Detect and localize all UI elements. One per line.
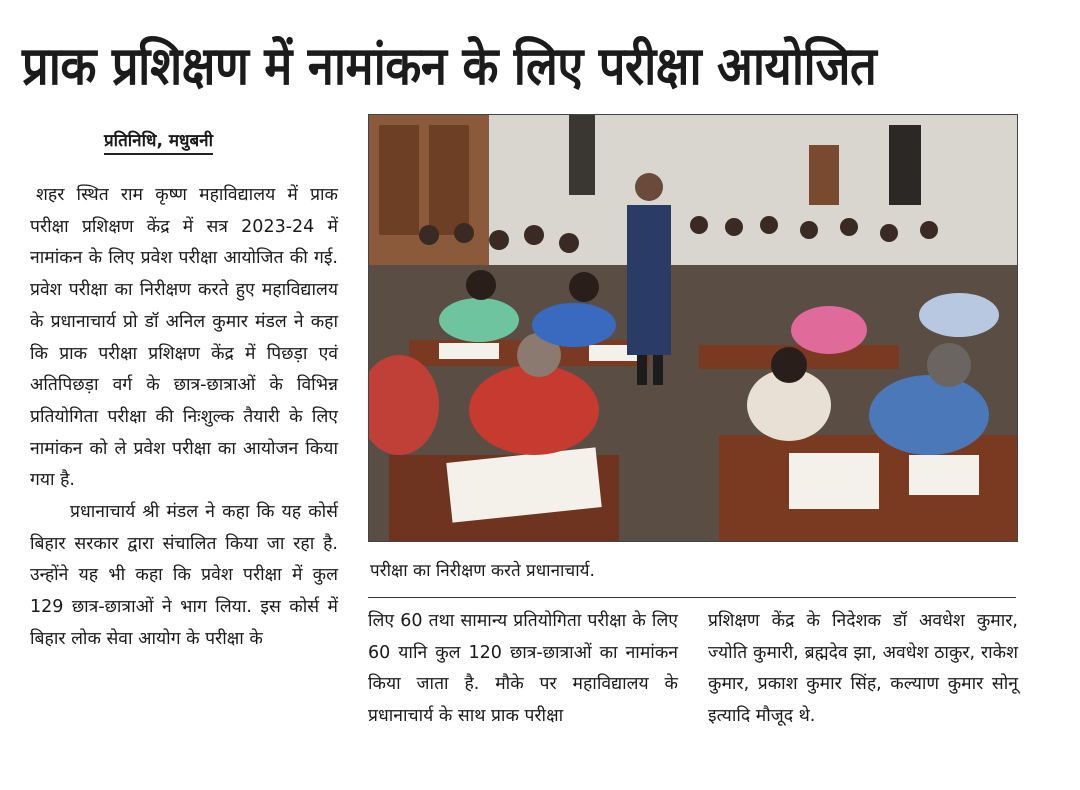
caption-divider xyxy=(368,597,1016,598)
exam-hall-photo xyxy=(368,114,1018,542)
photo-caption: परीक्षा का निरीक्षण करते प्रधानाचार्य. xyxy=(370,561,595,581)
article-column-2 xyxy=(368,606,678,733)
exam-hall-illustration xyxy=(369,115,1017,541)
headline: प्राक प्रशिक्षण में नामांकन के लिए परीक्षा आयोजित xyxy=(22,35,877,98)
article-column-3 xyxy=(708,606,1018,733)
byline: प्रतिनिधि, मधुबनी xyxy=(104,128,213,155)
article-column-2-text: लिए 60 तथा सामान्य प्रतियोगिता परीक्षा के लिए 60 यानि कुल 120 छात्र-छात्राओं का नामांकन किया जाता है. मौके पर महाविद्यालय के प्रधानाचार्य के साथ प्राक परीक्षा xyxy=(368,611,678,727)
article-column-3-text: प्रशिक्षण केंद्र के निदेशक डॉ अवधेश कुमार, ज्योति कुमारी, ब्रह्मदेव झा, अवधेश ठाकुर, राकेश कुमार, प्रकाश कुमार सिंह, कल्याण कुमार सोनू इत्यादि मौजूद थे. xyxy=(708,611,1018,727)
article-paragraph-2: प्रधानाचार्य श्री मंडल ने कहा कि यह कोर्स बिहार सरकार द्वारा संचालित किया जा रहा है. उन्होंने यह भी कहा कि प्रवेश परीक्षा में कुल 129 छात्र-छात्राओं ने भाग लिया. इस कोर्स में बिहार लोक सेवा आयोग के परीक्षा के xyxy=(30,502,338,649)
article-paragraph-1: शहर स्थित राम कृष्ण महाविद्यालय में प्राक परीक्षा प्रशिक्षण केंद्र में सत्र 2023-24 में नामांकन के लिए प्रवेश परीक्षा आयोजित की गई. प्रवेश परीक्षा का निरीक्षण करते हुए महाविद्यालय के प्रधानाचार्य प्रो डॉ अनिल कुमार मंडल ने कहा कि प्राक परीक्षा प्रशिक्षण केंद्र में पिछड़ा एवं अतिपिछड़ा वर्ग के छात्र-छात्राओं के विभिन्न प्रतियोगिता परीक्षा की निःशुल्क तैयारी के लिए नामांकन को ले प्रवेश परीक्षा का आयोजन किया गया है. xyxy=(30,185,338,491)
article-column-1 xyxy=(30,180,338,656)
